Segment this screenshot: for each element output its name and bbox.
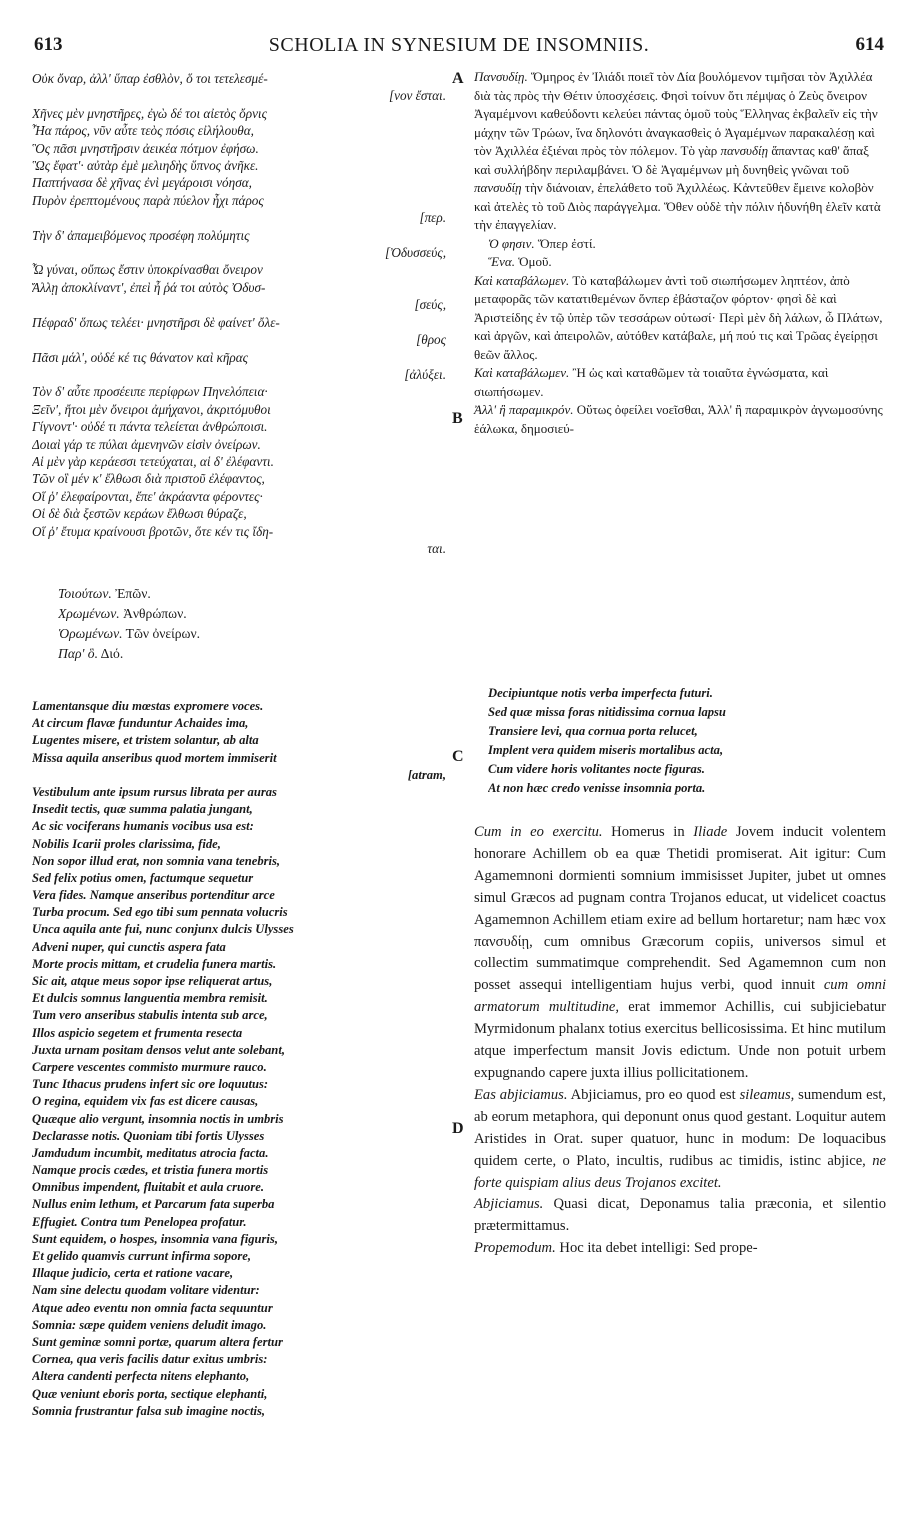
greek-verse-line: [θρος xyxy=(416,332,446,348)
greek-verse-line: Τὴν δ' ἀπαμειβόμενος προσέφη πολύμητις xyxy=(32,227,250,243)
greek-verse-line: [περ. xyxy=(419,210,446,226)
latin-verse-line: Sed felix potius omen, factumque sequetur xyxy=(32,870,254,885)
greek-commentary-paragraph xyxy=(474,68,886,235)
gloss-lemma: Ὁ φησιν. xyxy=(488,235,535,251)
latin-verse-line: Jamdudum incumbit, meditatus atrocia facta. xyxy=(32,1145,269,1160)
left-latin-verse xyxy=(32,698,452,1420)
latin-verse-line: Somnia: sæpe quidem veniens deludit imago. xyxy=(32,1317,267,1332)
text-segment: Ἀλλ' ἢ παραμικρόν. xyxy=(474,402,574,417)
greek-verse-line: Ὦ γύναι, οὔπως ἔστιν ὑποκρίνασθαι ὄνειρον xyxy=(32,262,263,278)
text-segment: Abjiciamus. xyxy=(474,1196,544,1213)
latin-verse-line: Nam sine delectu quodam volitare videntur: xyxy=(32,1283,260,1298)
gloss-text: Ἐπῶν. xyxy=(111,586,151,601)
gloss-text: Ὅπερ ἐστί. xyxy=(534,235,596,251)
greek-verse-line: [Ὀδυσσεύς, xyxy=(384,245,446,261)
text-segment: Ὅμηρος ἐν Ἰλιάδι ποιεῖ τὸν Δία βουλόμενον τιμῆσαι τὸν Ἀχιλλέα διὰ τὰς πρὸς τὴν Θέτιν ὑποσχέσεις. Φησὶ τοίνυν ὅτι πέμψας ὁ Ζεὺς ὄνειρον Ἀγαμέμνονι καθεύδοντι κελεύει πάντας ὁμοῦ τοὺς Ἕλληνας ἐκβαλεῖν εἰς τὴν μάχην τῶν Τρώων, ἵνα δηλονότι ἀναγκασθεὶς ὁ Ἀγαμέμνων παρακαλέσῃ καὶ τὸν Ἀχιλλέα ἐξιέναι πρὸς τὸν πόλεμον. Τὸ γὰρ xyxy=(474,69,878,158)
text-segment: Cum in eo exercitu. xyxy=(474,824,603,840)
greek-verse-line: Πυρὸν ἐρεπτομένους παρὰ πύελον ἧχι πάρος xyxy=(32,192,264,208)
latin-verse-line: Illos aspicio segetem et frumenta resecta xyxy=(32,1025,243,1040)
latin-verse-line: Sunt equidem, o hospes, insomnia vana figuris, xyxy=(32,1231,278,1246)
text-segment: πανσυδίῃ xyxy=(474,180,522,195)
greek-verse-line: Ξεῖν', ἤτοι μὲν ὄνειροι ἀμήχανοι, ἀκριτόμυθοι xyxy=(32,401,271,417)
latin-verse-line: Transiere levi, qua cornua porta relucet, xyxy=(488,724,698,738)
gloss-line xyxy=(58,604,452,624)
text-segment: cum omni armatorum multitudine, xyxy=(474,977,886,1016)
latin-commentary-paragraph xyxy=(474,1238,886,1260)
text-segment: sumendum est, ab eorum metaphora, qui deponunt onus quod gestant. Loquitur autem Aristides in Orat. super quatuor, hunc in modum: De loquacibus quidem certe, o Plato, incultis, rudibus ac timidis, istinc abjice, xyxy=(474,1086,886,1169)
latin-verse-line: Juxta urnam positam densos velut ante solebant, xyxy=(32,1042,285,1057)
gloss-text: Ὁμοῦ. xyxy=(514,254,552,269)
left-greek-verse xyxy=(32,70,452,557)
latin-verse-line: Nobilis Icarii proles clarissima, fide, xyxy=(32,836,221,851)
text-segment: ne forte quispiam alius deus Trojanos excitet. xyxy=(474,1152,886,1191)
latin-verse-line: Atque adeo eventu non omnia facta sequuntur xyxy=(32,1300,273,1315)
greek-verse-line: Τὸν δ' αὖτε προσέειπε περίφρων Πηνελόπεια· xyxy=(32,384,268,400)
latin-commentary-paragraph xyxy=(474,822,886,1085)
latin-commentary-paragraph xyxy=(474,1085,886,1195)
greek-verse-line: Τῶν οἳ μέν κ' ἔλθωσι διὰ πριστοῦ ἐλέφαντος, xyxy=(32,471,265,487)
latin-verse-line: Altera candenti perfecta nitens elephanto, xyxy=(32,1369,250,1384)
latin-verse-line: Lugentes misere, et tristem solantur, ab alta xyxy=(32,733,259,748)
right-greek-commentary xyxy=(474,68,886,438)
greek-verse-line: ται. xyxy=(427,540,446,556)
page-header xyxy=(34,34,884,62)
text-segment: Abjiciamus, pro eo quod est xyxy=(567,1086,740,1103)
greek-verse-line: Οἵ ῥ' ἔτυμα κραίνουσι βροτῶν, ὅτε κέν τις ἴδη- xyxy=(32,523,274,539)
page-number-right: 614 xyxy=(855,34,884,55)
gloss-line xyxy=(58,584,452,604)
greek-verse-line: Πέφραδ' ὅπως τελέει· μνηστῆρσι δὲ φαίνετ' ὄλε- xyxy=(32,314,280,330)
text-segment: πανσυδίῃ xyxy=(720,143,769,158)
left-greek-glosses xyxy=(32,584,452,664)
latin-verse-line: Illaque judicio, certa et ratione vacare, xyxy=(32,1266,234,1281)
latin-verse-line: Missa aquila anseribus quod mortem immiserit xyxy=(32,750,277,765)
page-number-left: 613 xyxy=(34,34,63,55)
latin-verse-line: Sunt geminæ somni portæ, quarum altera fertur xyxy=(32,1334,283,1349)
text-segment: τὴν διάνοιαν, ἐπελάθετο τοῦ Ἀχιλλέως. Κἀντεῦθεν ἔμεινε κολοβὸν καὶ ἀτελὲς τὸ τοῦ Διὸς παράγγελμα. Ὅθεν οὐδὲ τὴν πόλιν ἠδυνήθη ἑλεῖν κατὰ τὴν ἐπαγγελίαν. xyxy=(474,180,881,232)
latin-verse-line: Tum vero anseribus stabulis intenta sub arce, xyxy=(32,1008,268,1023)
latin-verse-line: Adveni nuper, qui cunctis aspera fata xyxy=(32,939,226,954)
margin-mark-a: A xyxy=(452,70,464,87)
margin-mark-d: D xyxy=(452,1120,464,1137)
text-segment: sileamus, xyxy=(739,1086,795,1103)
text-segment: Καὶ καταβάλωμεν. xyxy=(474,272,570,288)
text-segment: erat immemor Achillis, cui subjiciebatur Myrmidonum phalanx totius exercitus bellicosissima. Et hinc mutilum atque imperfectum mansit Jovis edictum. Unde non potuit urbem expugnando capere juxta illius pollicitationem. xyxy=(474,999,886,1081)
latin-verse-line: At circum flavæ funduntur Achaides ima, xyxy=(32,716,249,731)
greek-verse-line: Οἱ δὲ διὰ ξεστῶν κεράων ἔλθωσι θύραζε, xyxy=(32,506,247,522)
latin-verse-line: At non hæc credo venisse insomnia porta. xyxy=(488,781,706,795)
greek-verse-line: [σεύς, xyxy=(414,297,446,313)
latin-verse-line: Sed quæ missa foras nitidissima cornua lapsu xyxy=(488,705,726,719)
greek-verse-line: Οὐκ ὄναρ, ἀλλ' ὕπαρ ἐσθλὸν, ὅ τοι τετελεσμέ- xyxy=(32,71,268,86)
gloss-lemma: Χρωμένων. xyxy=(58,606,120,621)
text-segment: Πανσυδίῃ. xyxy=(474,69,528,84)
gloss-text: Τῶν ὀνείρων. xyxy=(122,626,201,641)
gloss-text: Διό. xyxy=(97,646,124,661)
gloss-lemma: Τοιούτων. xyxy=(58,586,112,601)
text-segment: Quasi dicat, Deponamus talia præconia, et silentio prætermittamus. xyxy=(474,1196,886,1235)
right-latin-verse xyxy=(474,684,886,798)
greek-verse-line: Αἱ μὲν γὰρ κεράεσσι τετεύχαται, αἱ δ' ἐλέφαντι. xyxy=(32,453,274,469)
greek-verse-line: Χῆνες μὲν μνηστῆρες, ἐγὼ δέ τοι αἰετὸς ὄρνις xyxy=(32,105,267,121)
text-segment: Τὸ καταβάλωμεν ἀντὶ τοῦ σιωπήσωμεν ληπτέον, ἀπὸ μεταφορᾶς τῶν κατατιθεμένων ὅνπερ ἐβάσταζον φόρτον· φησὶ δὲ καὶ Ἀριστείδης ἐν τῷ ὑπὲρ τῶν τεσσάρων οὑτωσί· Περὶ μὲν δὴ λάλων, ὦ Πλάτων, καὶ ἀργῶν, καὶ ἀπειρολῶν, αὐτόθεν κατάβαλε, μή πού τις καὶ Τρῶας ἐγείρῃσι θεῶν ἄλλος. xyxy=(474,272,883,362)
gloss-lemma: Ὁρωμένων. xyxy=(58,626,123,641)
latin-verse-line: Ac sic vociferans humanis vocibus usa est: xyxy=(32,819,254,834)
greek-verse-line: Ὣς ἔφατ'· αὐτὰρ ἐμὲ μελιηδὴς ὕπνος ἀνῆκε. xyxy=(32,158,259,174)
text-segment: Hoc ita debet intelligi: Sed prope- xyxy=(555,1240,758,1257)
latin-verse-line: [atram, xyxy=(407,767,446,782)
greek-commentary-paragraph xyxy=(474,272,886,365)
greek-commentary-paragraph xyxy=(474,364,886,401)
latin-verse-line: Morte procis mittam, et crudelia funera martis. xyxy=(32,956,277,971)
latin-verse-line: Tunc Ithacus prudens infert sic ore loquutus: xyxy=(32,1077,269,1092)
gloss-line xyxy=(488,235,886,254)
latin-verse-line: Turba procum. Sed ego tibi sum pennata volucris xyxy=(32,905,288,920)
latin-verse-line: Unca aquila ante fui, nunc conjunx dulcis Ulysses xyxy=(32,922,294,937)
latin-verse-line: Non sopor illud erat, non somnia vana tenebris, xyxy=(32,853,281,868)
text-segment: ἅπαντας καθ' ἅπαξ καὶ συλλήβδην περιλαμβάνει. Ὁ δὲ Ἀγαμέμνων μὴ δυνηθεὶς γνῶναι τοῦ xyxy=(474,143,869,177)
greek-verse-line: Ἦα πάρος, νῦν αὖτε τεὸς πόσις εἰλήλουθα, xyxy=(32,123,254,139)
gloss-text: Ἀνθρώπων. xyxy=(119,606,187,621)
latin-verse-line: Omnibus impendent, fluitabit et aula cruore. xyxy=(32,1180,264,1195)
greek-verse-line: Δοιαὶ γάρ τε πύλαι ἀμενηνῶν εἰσὶν ὀνείρων. xyxy=(32,436,261,452)
gloss-lemma: Παρ' ὃ. xyxy=(58,646,98,661)
latin-verse-line: Cum videre horis volitantes nocte figuras. xyxy=(488,762,705,776)
latin-verse-line: Implent vera quidem miseris mortalibus acta, xyxy=(488,743,724,757)
greek-verse-line: Οἵ ῥ' ἐλεφαίρονται, ἔπε' ἀκράαντα φέροντες· xyxy=(32,488,263,504)
latin-verse-line: Somnia frustrantur falsa sub imagine noctis, xyxy=(32,1403,266,1418)
text-segment: Homerus in xyxy=(602,824,694,840)
text-segment: Propemodum. xyxy=(474,1240,556,1257)
latin-verse-line: Declarasse notis. Quoniam tibi fortis Ulysses xyxy=(32,1128,265,1143)
latin-verse-line: Vera fides. Namque anseribus portenditur arce xyxy=(32,888,275,903)
latin-verse-line: Et gelido quamvis currunt infirma sopore, xyxy=(32,1249,252,1263)
greek-commentary-paragraph xyxy=(474,401,886,438)
latin-verse-line: Quæque alio vergunt, insomnia noctis in umbris xyxy=(32,1111,284,1126)
right-latin-commentary xyxy=(474,822,886,1260)
text-segment: Ἢ ὡς καὶ καταθῶμεν τὰ τοιαῦτα ἐγνώσματα, καὶ σιωπήσωμεν. xyxy=(474,365,829,399)
gloss-line xyxy=(58,644,452,664)
latin-verse-line: Namque procis cædes, et tristia funera mortis xyxy=(32,1163,269,1178)
gloss-lemma: Ἕνα. xyxy=(488,254,515,269)
greek-verse-line: Παπτήνασα δὲ χῆνας ἐνὶ μεγάροισι νόησα, xyxy=(32,175,252,191)
latin-verse-line: Lamentansque diu mœstas expromere voces. xyxy=(32,699,264,713)
latin-verse-line: Et dulcis somnus languentia membra remisit. xyxy=(32,991,268,1006)
greek-verse-line: [ἀλύξει. xyxy=(404,366,446,382)
text-segment: Οὕτως ὀφείλει νοεῖσθαι, Ἀλλ' ἢ παραμικρὸν ἀγνωμοσύνης ἑάλωκα, δημοσιεύ- xyxy=(474,402,883,436)
running-title: SCHOLIA IN SYNESIUM DE INSOMNIIS. xyxy=(268,34,650,56)
margin-mark-c: C xyxy=(452,748,464,765)
greek-verse-line: Πᾶσι μάλ', οὐδέ κέ τις θάνατον καὶ κῆρας xyxy=(32,349,249,365)
latin-verse-line: Sic ait, atque meus sopor ipse reliquerat artus, xyxy=(32,974,273,988)
greek-verse-line: Ὃς πᾶσι μνηστῆρσιν ἀεικέα πότμον ἐφήσω. xyxy=(32,140,259,156)
latin-verse-line: Vestibulum ante ipsum rursus librata per auras xyxy=(32,784,277,799)
latin-verse-line: Decipiuntque notis verba imperfecta futuri. xyxy=(488,686,713,700)
latin-verse-line: Effugiet. Contra tum Penelopea profatur. xyxy=(32,1214,247,1229)
latin-verse-line: Cornea, qua veris facilis datur exitus umbris: xyxy=(32,1352,268,1367)
latin-verse-line: Insedit tectis, quæ summa palatia jungant, xyxy=(32,802,253,817)
text-segment: Iliade xyxy=(693,824,728,840)
latin-commentary-paragraph xyxy=(474,1194,886,1238)
greek-verse-line: [νον ἔσται. xyxy=(388,88,446,104)
gloss-line xyxy=(58,624,452,644)
text-segment: Καὶ καταβάλωμεν. xyxy=(474,365,570,380)
gloss-line xyxy=(488,253,886,272)
latin-verse-line: Carpere vescentes commisto murmure rauco. xyxy=(32,1059,267,1074)
text-segment: Eas abjiciamus. xyxy=(474,1086,568,1103)
greek-verse-line: Ἄλλῃ ἀποκλίναντ', ἐπεὶ ἦ ῥά τοι αὐτὸς Ὀδυσ- xyxy=(32,279,266,295)
latin-verse-line: Nullus enim lethum, et Parcarum fata superba xyxy=(32,1197,275,1212)
text-segment: Jovem inducit volentem honorare Achillem ob ea quæ Thetidi promiserat. Ait igitur: Cum Agamemnoni dormienti somnium immisisset Jupiter, jubet ut omnes simul Græcos ad pugnam contra Trojanos educat, ut videlicet coactus Agamemnon Achillem etiam exire ad bellum hortaretur; nam hæc vox πανσυδίῃ, cum omnibus Græcorum copiis, universos simul et collectim summatimque comprehendit. Sed Agamemnon cum non posset assequi intelligentiam hujus verbi, quod innuit xyxy=(474,824,886,994)
greek-verse-line: Γίγνοντ'· οὐδέ τι πάντα τελείεται ἀνθρώποισι. xyxy=(32,419,268,435)
latin-verse-line: Quæ veniunt eboris porta, sectique elephanti, xyxy=(32,1386,268,1401)
margin-mark-b: B xyxy=(452,410,463,427)
latin-verse-line: O regina, equidem vix fas est dicere causas, xyxy=(32,1094,259,1109)
